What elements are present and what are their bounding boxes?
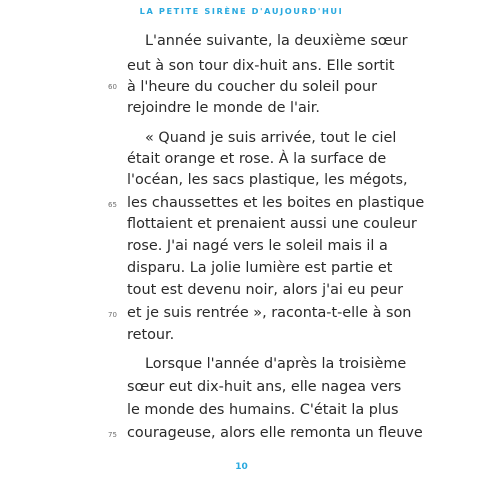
text-line: retour. xyxy=(127,327,175,343)
text-line: sœur eut dix-huit ans, elle nagea vers xyxy=(127,379,402,395)
text-line: courageuse, alors elle remonta un fleuve xyxy=(127,425,423,441)
line-number: 65 xyxy=(108,201,117,209)
text-line: L'année suivante, la deuxième sœur xyxy=(145,33,408,49)
text-line: rejoindre le monde de l'air. xyxy=(127,100,320,116)
text-line: disparu. La jolie lumière est partie et xyxy=(127,260,393,276)
text-line: l'océan, les sacs plastique, les mégots, xyxy=(127,172,408,188)
text-line: était orange et rose. À la surface de xyxy=(127,151,387,167)
line-number: 75 xyxy=(108,431,117,439)
text-line: les chaussettes et les boites en plastique xyxy=(127,195,425,211)
text-line: « Quand je suis arrivée, tout le ciel xyxy=(145,130,397,146)
text-line: le monde des humains. C'était la plus xyxy=(127,402,399,418)
line-number: 60 xyxy=(108,83,117,91)
text-line: tout est devenu noir, alors j'ai eu peur xyxy=(127,282,404,298)
text-line: rose. J'ai nagé vers le soleil mais il a xyxy=(127,238,388,254)
text-line: Lorsque l'année d'après la troisième xyxy=(145,356,407,372)
line-number: 70 xyxy=(108,311,117,319)
text-line: flottaient et prenaient aussi une couleur xyxy=(127,216,417,232)
text-line: à l'heure du coucher du soleil pour xyxy=(127,79,378,95)
page-number: 10 xyxy=(235,462,248,472)
text-line: eut à son tour dix-huit ans. Elle sortit xyxy=(127,58,395,74)
text-line: et je suis rentrée », raconta-t-elle à son xyxy=(127,305,412,321)
running-header: LA PETITE SIRÈNE D'AUJOURD'HUI xyxy=(139,6,344,16)
